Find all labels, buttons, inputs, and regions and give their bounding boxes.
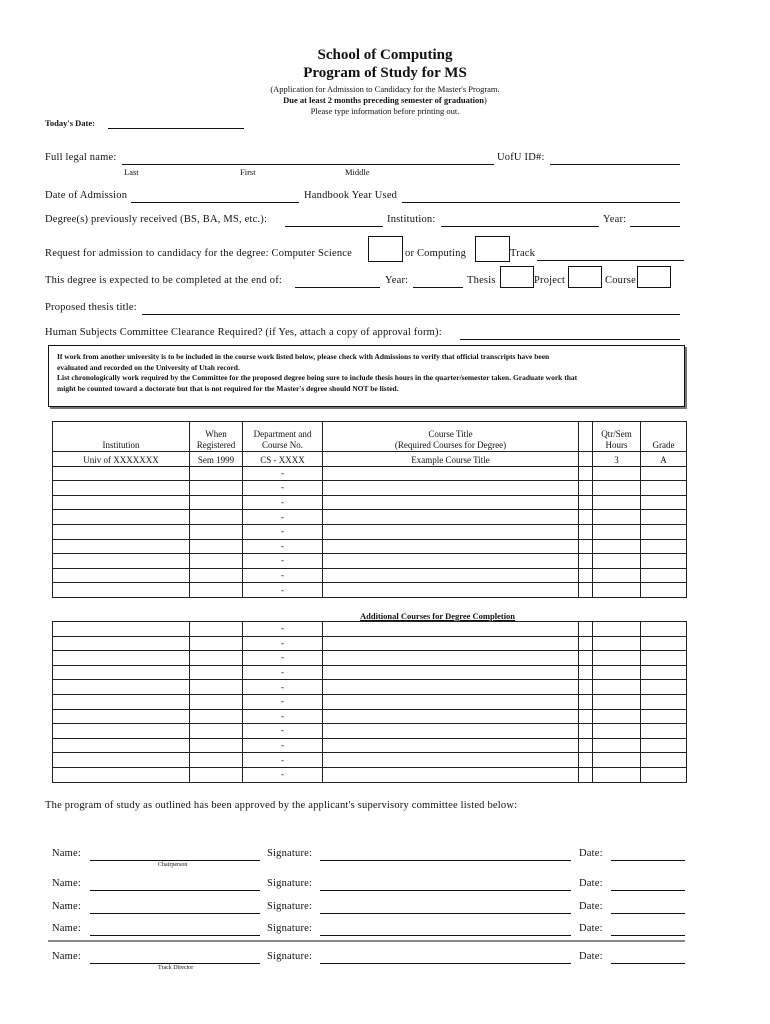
signature-field[interactable] [320,890,571,891]
additional-cell[interactable] [593,724,641,739]
header-hours-2: Hours [605,440,628,450]
additional-cell[interactable] [593,694,641,709]
course-cell[interactable] [323,539,579,554]
course-row [53,481,687,496]
example-institution: Univ of XXXXXXX [53,452,190,467]
header-dept [243,422,323,452]
additional-cell[interactable] [53,651,190,666]
signature-field[interactable] [320,860,571,861]
name-label: Name: [52,848,81,859]
course-cell[interactable] [190,510,243,525]
course-cell[interactable] [641,510,687,525]
date-field[interactable] [611,860,685,861]
additional-table [52,621,687,783]
computer-science-checkbox[interactable] [368,236,403,262]
course-cell[interactable]: - [243,554,323,569]
header-title-2: (Required Courses for Degree) [394,440,507,450]
notice-box [48,345,685,407]
additional-cell[interactable] [579,680,593,695]
course-cell[interactable] [579,583,593,598]
handbook-year-field[interactable] [402,202,680,203]
course-cell[interactable] [579,510,593,525]
signature-label: Signature: [267,951,313,962]
additional-cell[interactable] [641,651,687,666]
human-subjects-label: Human Subjects Committee Clearance Required? (if Yes, attach a copy of approval form): [45,327,442,338]
additional-cell[interactable] [53,680,190,695]
course-row [53,510,687,525]
additional-row [53,694,687,709]
expected-completion-label: This degree is expected to be completed at the end of: [45,275,283,286]
additional-cell[interactable] [53,767,190,782]
course-cell[interactable] [641,539,687,554]
name-label: Name: [52,901,81,912]
additional-cell[interactable] [593,651,641,666]
additional-cell[interactable]: - [243,724,323,739]
course-cell[interactable] [641,568,687,583]
header-institution-text: Institution [102,440,140,450]
degrees-prev-field[interactable] [285,226,383,227]
date-field[interactable] [611,963,685,964]
date-field[interactable] [611,890,685,891]
course-cell[interactable] [190,583,243,598]
year2-field[interactable] [413,287,463,288]
additional-cell[interactable] [579,694,593,709]
course-cell[interactable] [190,568,243,583]
todays-date-field[interactable] [108,128,244,129]
course-cell[interactable]: - [243,539,323,554]
course-cell[interactable]: - [243,481,323,496]
course-cell[interactable] [641,554,687,569]
course-cell[interactable] [641,466,687,481]
additional-cell[interactable] [593,753,641,768]
additional-cell[interactable] [641,709,687,724]
todays-date-label: Today's Date: [45,118,95,128]
course-cell[interactable] [53,524,190,539]
additional-cell[interactable]: - [243,709,323,724]
human-subjects-field[interactable] [460,339,680,340]
additional-courses-title: Additional Courses for Degree Completion [360,611,516,621]
course-cell[interactable] [53,466,190,481]
notice-line-3: List chronologically work required by the Committee for the proposed degree being sure to include thesis hours in the quarter/semester taken. Graduate work that [57,373,578,382]
signature-field[interactable] [320,963,571,964]
name-field[interactable] [90,963,260,964]
course-cell[interactable] [323,510,579,525]
additional-cell[interactable] [593,767,641,782]
course-cell[interactable] [579,524,593,539]
example-row [53,452,687,467]
header-when [190,422,243,452]
course-cell[interactable] [593,466,641,481]
additional-cell[interactable] [190,738,243,753]
additional-cell[interactable] [323,665,579,680]
header-title-1: Course Title [428,429,473,439]
additional-cell[interactable] [53,738,190,753]
divider [48,940,685,942]
course-row [53,524,687,539]
date-admission-label: Date of Admission [45,190,128,201]
signature-label: Signature: [267,923,313,934]
course-cell[interactable] [593,524,641,539]
approval-text: The program of study as outlined has been approved by the applicant's supervisory committee listed below: [45,800,518,811]
year-label: Year: [603,214,627,225]
signature-field[interactable] [320,913,571,914]
course-cell[interactable] [190,481,243,496]
additional-cell[interactable] [579,738,593,753]
year2-label: Year: [385,275,409,286]
course-cell[interactable] [579,481,593,496]
date-label: Date: [579,901,603,912]
additional-cell[interactable] [190,709,243,724]
header-hours [593,422,641,452]
additional-cell[interactable]: - [243,636,323,651]
additional-cell[interactable] [190,622,243,637]
course-cell[interactable] [593,510,641,525]
course-cell[interactable]: - [243,466,323,481]
additional-row [53,636,687,651]
thesis-title-field[interactable] [142,314,680,315]
additional-cell[interactable] [323,767,579,782]
example-dept: CS - XXXX [243,452,323,467]
project-label: Project [534,275,566,286]
course-cell[interactable] [53,481,190,496]
additional-cell[interactable] [323,738,579,753]
course-cell[interactable] [579,466,593,481]
course-cell[interactable] [641,495,687,510]
course-cell[interactable] [641,524,687,539]
additional-cell[interactable] [641,738,687,753]
additional-cell[interactable] [53,665,190,680]
notice-line-4: might be counted toward a doctorate but that is not required for the Master's degree should NOT be listed. [57,383,399,393]
additional-cell[interactable] [323,753,579,768]
name-field[interactable] [90,860,260,861]
name-first-caption: First [240,167,256,177]
additional-cell[interactable] [593,636,641,651]
course-cell[interactable] [53,539,190,554]
expected-completion-field[interactable] [295,287,380,288]
course-cell[interactable] [641,583,687,598]
additional-cell[interactable] [53,724,190,739]
additional-cell[interactable] [593,709,641,724]
additional-cell[interactable] [323,724,579,739]
additional-cell[interactable] [579,622,593,637]
header-grade [641,422,687,452]
course-cell[interactable] [323,554,579,569]
date-label: Date: [579,878,603,889]
course-cell[interactable] [323,524,579,539]
additional-cell[interactable] [323,680,579,695]
name-field[interactable] [90,935,260,936]
course-row [53,539,687,554]
uofu-id-label: UofU ID#: [497,152,545,163]
additional-cell[interactable] [190,680,243,695]
additional-cell[interactable] [53,636,190,651]
course-checkbox[interactable] [637,266,671,288]
example-when: Sem 1999 [190,452,243,467]
additional-row [53,665,687,680]
additional-cell[interactable] [641,753,687,768]
course-cell[interactable] [593,495,641,510]
additional-cell[interactable]: - [243,753,323,768]
additional-cell[interactable] [323,636,579,651]
additional-cell[interactable] [593,680,641,695]
additional-cell[interactable] [641,724,687,739]
additional-cell[interactable] [190,665,243,680]
form-title: School of Computing [317,47,453,63]
course-cell[interactable] [190,466,243,481]
name-middle-caption: Middle [345,167,370,177]
additional-cell[interactable] [53,622,190,637]
additional-cell[interactable] [190,636,243,651]
additional-cell[interactable] [579,651,593,666]
course-cell[interactable] [323,495,579,510]
additional-cell[interactable] [579,767,593,782]
course-row [53,466,687,481]
request-admission-label: Request for admission to candidacy for the degree: Computer Science [45,248,353,259]
header-dept-1: Department and [253,429,312,439]
course-cell[interactable]: - [243,524,323,539]
date-admission-field[interactable] [131,202,299,203]
additional-cell[interactable]: - [243,665,323,680]
institution-field[interactable] [441,226,599,227]
project-checkbox[interactable] [568,266,602,288]
course-cell[interactable] [323,481,579,496]
date-label: Date: [579,951,603,962]
course-row [53,568,687,583]
additional-cell[interactable] [641,665,687,680]
track-director-caption: Track Director [158,965,194,971]
institution-label: Institution: [387,214,436,225]
additional-cell[interactable] [53,709,190,724]
additional-row [53,709,687,724]
additional-cell[interactable] [641,622,687,637]
additional-cell[interactable] [323,622,579,637]
additional-cell[interactable] [190,694,243,709]
additional-cell[interactable] [579,753,593,768]
header-when-1: When [205,429,227,439]
header-note-2 [0,95,770,105]
course-cell[interactable] [53,510,190,525]
course-row [53,583,687,598]
course-cell[interactable] [593,583,641,598]
course-cell[interactable]: - [243,495,323,510]
example-grade: A [641,452,687,467]
additional-row [53,767,687,782]
full-legal-name-field[interactable] [122,164,494,165]
date-label: Date: [579,923,603,934]
course-cell[interactable]: - [243,583,323,598]
course-cell[interactable] [323,583,579,598]
additional-cell[interactable]: - [243,680,323,695]
signature-field[interactable] [320,935,571,936]
additional-cell[interactable] [641,767,687,782]
additional-cell[interactable] [53,753,190,768]
signature-label: Signature: [267,901,313,912]
header-spacer [579,422,593,452]
additional-cell[interactable] [593,622,641,637]
additional-cell[interactable] [323,694,579,709]
date-field[interactable] [611,935,685,936]
course-row [53,495,687,510]
course-cell[interactable] [190,524,243,539]
example-hours: 3 [593,452,641,467]
additional-cell[interactable] [190,753,243,768]
handbook-year-label: Handbook Year Used [304,190,398,201]
course-cell[interactable] [190,495,243,510]
additional-cell[interactable]: - [243,622,323,637]
additional-cell[interactable] [323,709,579,724]
track-field[interactable] [537,260,684,261]
header-note-1: (Application for Admission to Candidacy for the Master's Program. [270,84,500,94]
computing-checkbox[interactable] [475,236,510,262]
course-cell[interactable] [579,568,593,583]
header-institution [53,422,190,452]
additional-cell[interactable] [53,694,190,709]
uofu-id-field[interactable] [550,164,680,165]
course-cell[interactable] [579,539,593,554]
additional-cell[interactable] [190,724,243,739]
additional-cell[interactable] [641,680,687,695]
course-cell[interactable] [593,481,641,496]
header-note-2-text: Due at least 2 months preceding semester of graduation [283,95,484,105]
course-cell[interactable] [53,495,190,510]
course-cell[interactable] [323,466,579,481]
additional-row [53,738,687,753]
header-note-2-end: ) [484,95,487,105]
course-cell[interactable] [641,481,687,496]
full-legal-name-label: Full legal name: [45,152,117,163]
additional-cell[interactable] [190,767,243,782]
notice-line-1: If work from another university is to be included in the course work listed below, please check with Admissions to verify that official transcripts have been [57,352,550,361]
course-cell[interactable] [579,495,593,510]
date-label: Date: [579,848,603,859]
additional-cell[interactable] [190,651,243,666]
degrees-prev-label: Degree(s) previously received (BS, BA, MS, etc.): [45,214,268,225]
additional-cell[interactable] [593,738,641,753]
header-hours-1: Qtr/Sem [601,429,632,439]
or-computing-label: or Computing [405,248,467,259]
additional-cell[interactable] [641,636,687,651]
additional-cell[interactable] [593,665,641,680]
signature-label: Signature: [267,878,313,889]
additional-row [53,724,687,739]
example-title: Example Course Title [323,452,579,467]
additional-cell[interactable] [579,709,593,724]
course-cell[interactable] [53,554,190,569]
additional-cell[interactable] [323,651,579,666]
additional-row [53,753,687,768]
course-cell[interactable] [593,554,641,569]
name-label: Name: [52,878,81,889]
name-field[interactable] [90,890,260,891]
header-title [323,422,579,452]
example-spacer [579,452,593,467]
notice-line-2: evaluated and recorded on the University of Utah record. [57,362,240,372]
name-label: Name: [52,951,81,962]
course-cell[interactable] [190,539,243,554]
additional-cell[interactable] [579,636,593,651]
name-field[interactable] [90,913,260,914]
course-cell[interactable] [323,568,579,583]
course-cell[interactable] [579,554,593,569]
course-table [52,421,687,598]
course-cell[interactable]: - [243,568,323,583]
form-subtitle: Program of Study for MS [303,65,467,81]
additional-cell[interactable]: - [243,738,323,753]
name-last-caption: Last [124,167,139,177]
thesis-checkbox[interactable] [500,266,534,288]
year-field[interactable] [630,226,680,227]
header-dept-2: Course No. [262,440,303,450]
additional-row [53,622,687,637]
header-note-3: Please type information before printing out. [310,106,460,116]
course-cell[interactable] [593,568,641,583]
course-cell[interactable] [190,554,243,569]
header-when-2: Registered [196,440,236,450]
course-label: Course [605,275,636,286]
additional-cell[interactable]: - [243,694,323,709]
additional-cell[interactable] [641,694,687,709]
course-cell[interactable]: - [243,510,323,525]
track-label: Track [510,248,536,259]
course-cell[interactable] [593,539,641,554]
additional-cell[interactable] [579,724,593,739]
thesis-title-label: Proposed thesis title: [45,302,137,313]
thesis-label: Thesis [467,275,496,286]
additional-cell[interactable] [579,665,593,680]
course-cell[interactable] [53,568,190,583]
course-cell[interactable] [53,583,190,598]
additional-row [53,680,687,695]
signature-label: Signature: [267,848,313,859]
additional-row [53,651,687,666]
additional-cell[interactable]: - [243,651,323,666]
header-grade-text: Grade [652,440,675,450]
table-header-row [53,422,687,452]
chairperson-caption: Chairperson [158,862,188,868]
date-field[interactable] [611,913,685,914]
additional-cell[interactable]: - [243,767,323,782]
course-row [53,554,687,569]
name-label: Name: [52,923,81,934]
